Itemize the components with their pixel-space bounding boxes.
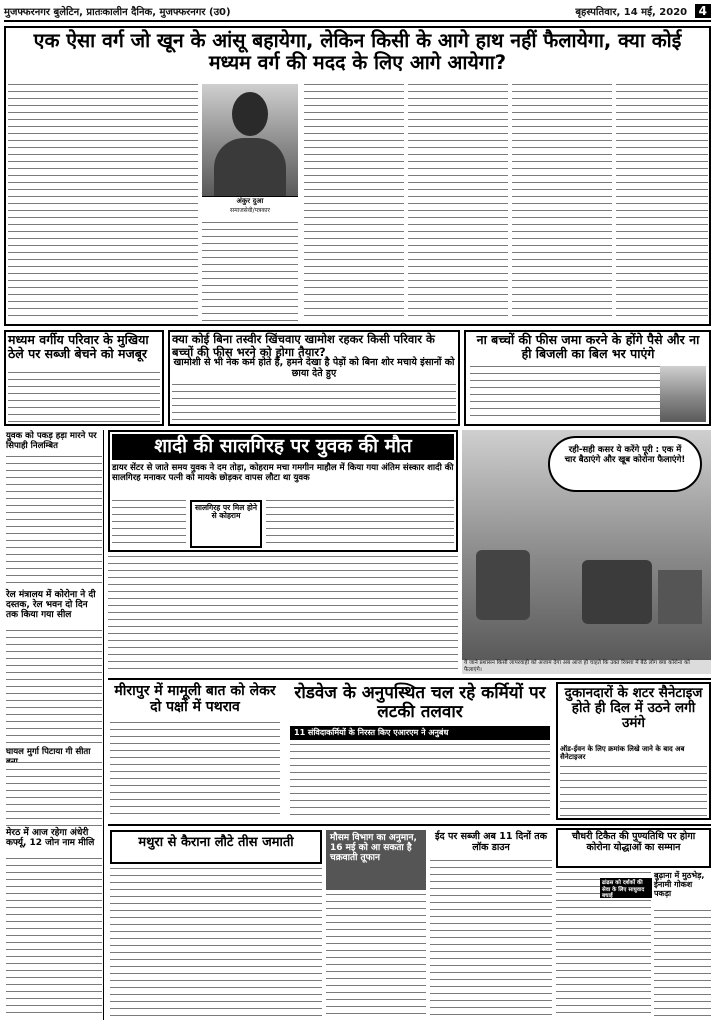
tikait-headline: चौधरी टिकैत की पुण्यतिथि पर होगा कोरोना योद्धाओं का सम्मान [571,831,696,853]
youth-death-body-1 [112,500,186,548]
youth-side-headline: युवक को पकड़ हड़ा मारने पर सिपाही निलम्बित [6,431,97,451]
youth-side-body [6,456,102,586]
fees-headline: ना बच्चों की फीस जमा करने के होंगे पैसे और ना ही बिजली का बिल भर पाएंगे [476,332,700,361]
rail-body [6,630,102,744]
youth-death-deck: डायर सेंटर से जाते समय युवक ने दम तोड़ा, कोहराम मचा गमगीन माहौल में किया गया अंतिम संस्कार शादी की सालगिरह मनाकर पत्नी को मायके छोड़कर वापस लौटा था युवक [112,463,454,483]
nophoto-subhead: खामोशी से भी नेक कर्म होते हैं, हमने देखा है पेड़ों को बिना शोर मचाये इंसानों को छाया देते हुए [173,357,455,379]
shops-body [560,766,707,816]
shops-subhead: ऑड-ईवन के लिए क्रमांक लिखे जाने के बाद अब सैनेटाइजर [560,745,685,761]
section-rule-2 [108,824,711,826]
author-caption [202,196,298,220]
rickshaw-center [582,560,652,624]
youth-inset [190,500,262,548]
stone-headline: मीरापुर में मामूली बात को लेकर दो पक्षों में पथराव [114,683,276,715]
youth-death-continuation [108,556,458,674]
curfew-headline: मेरठ में आज रहेगा अंधेरी कर्फ्यू, 12 जोन नाम मीलि [6,828,95,849]
roadways-body [290,744,550,820]
ghazi-headline: घायल मुर्गा पिटाया गी सीता [6,747,91,757]
header-date-block [575,4,711,18]
nophoto-body [172,384,456,422]
midclass-headline: मध्यम वर्गीय परिवार के मुखिया ठेले पर सब्जी बेचने को मजबूर [8,332,149,361]
issue-date: बृहस्पतिवार, 14 मई, 2020 [575,7,688,18]
lead-body-col3 [304,84,404,322]
youth-death-body-2 [266,500,454,548]
ghazi-body [6,762,102,826]
fees-photo [660,366,706,422]
stone-body [110,722,280,820]
rickshaw-left [476,550,530,620]
eid-headline: ईद पर सब्जी अब 11 दिनों तक लॉक डाउन [434,831,548,853]
lead-body-col4 [408,84,508,322]
rail-headline: रेल मंत्रालय में कोरोना ने दी दस्तक, रेल भवन दो दिन तक किया गया सील [6,590,96,621]
midclass-body [8,372,160,422]
author-body-silhouette [214,138,286,196]
roadways-subhead: 11 संविदाकर्मियों के निरस्त किए एआरएम ने अनुबंध [290,726,550,740]
hope-quote-bubble: रही-सही कसर ये करेंगे पूरी : एक में चार बैठाएंगे और खूब कोरोना फैलाएंगे! [548,436,702,492]
lead-body-col1 [8,84,198,322]
weather-headline: मौसम विभाग का अनुमान, 16 मई को आ सकता है चक्रवाती तूफान [330,833,417,864]
budhana-headline: बुढ़ाना में मुठभेड़, ईनामी गोकश पकड़ा [654,871,705,898]
section-rule [108,678,711,680]
jamaat-headline: मथुरा से कैराना लौटे तीस जमाती [138,835,294,850]
author-photo [202,84,298,196]
street-photo-caption: ये जाने प्रशासन किसी लापरवाही को अंजाम देगा अब आज हो चाहते कि उक्त रिक्शा में बैठे लोग क्या कोरोना को फैलाएंगे। [464,660,690,673]
author-head-silhouette [232,92,268,136]
shops-headline: दुकानदारों के शटर सैनेटाइज होते ही दिल में उठने लगी उमंगे [564,685,703,732]
masthead-text: मुजफ्फरनगर बुलेटिन, प्रातःकालीन दैनिक, मुजफ्फरनगर (उ0) [4,7,231,18]
lead-headline: एक ऐसा वर्ग जो खून के आंसू बहायेगा, लेकिन किसी के आगे हाथ नहीं फैलायेगा, क्या कोई मध्यम वर्ग की मदद के लिए आगे आयेगा? [33,29,682,74]
page-number: 4 [695,4,711,18]
author-role: समाजसेवी/पत्रकार [230,207,270,214]
lead-body-col5 [512,84,612,322]
lead-body-col6 [616,84,708,322]
shops-side-label: ढांढस को दर्शकों की सेवा के लिए साधुवाद बधाई [600,878,652,898]
author-name: अंकुर दुआ [236,197,264,205]
jamaat-body [110,868,322,1018]
youth-death-headline: शादी की सालगिरह पर युवक की मौत [112,434,454,460]
budhana-body [654,910,711,1018]
rickshaw-right [658,570,702,624]
eid-body [430,860,552,1018]
nophoto-headline: क्या कोई बिना तस्वीर खिंचवाए खामोश रहकर किसी परिवार के बच्चों की फीस भरने को होगा तैयार? [172,332,435,359]
weather-body [326,894,426,1018]
roadways-headline: रोडवेज के अनुपस्थित चल रहे कर्मियों पर लटकी तलवार [294,683,546,723]
lead-body-col2 [202,222,298,322]
youth-inset-title: सालगिरह पर मिल होने से कोहराम [194,503,258,521]
curfew-body [6,858,102,1018]
page-header [4,2,711,22]
